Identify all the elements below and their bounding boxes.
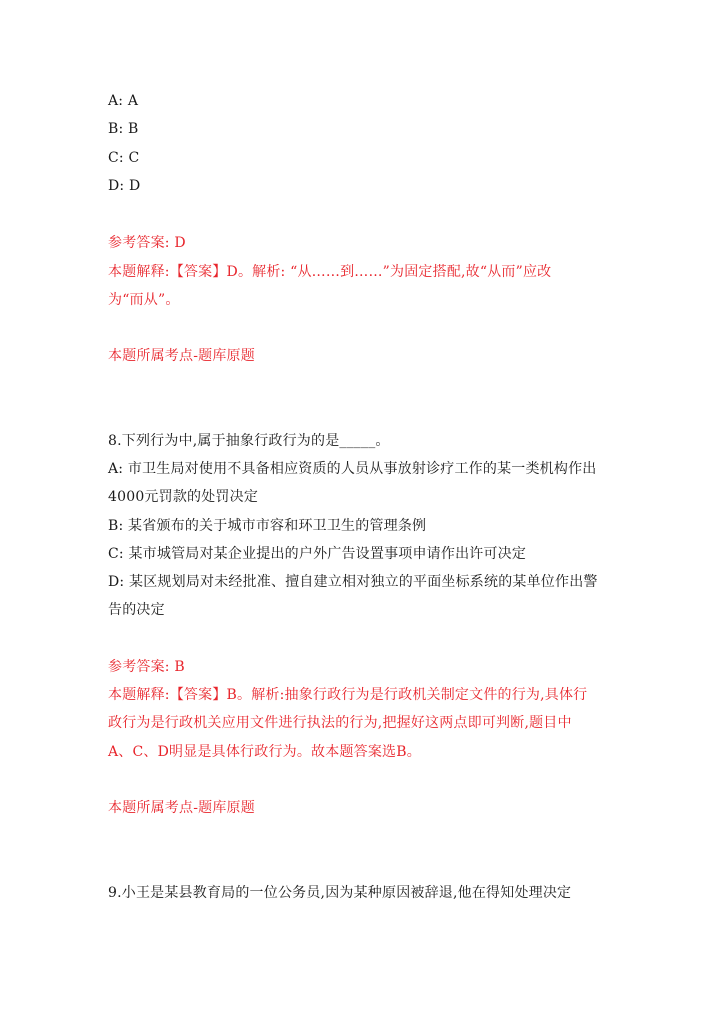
q7-option-d: D: D [108,178,141,194]
q8-question: 8.下列行为中,属于抽象行政行为的是_____。 [108,433,390,449]
q8-option-d-cont: 告的决定 [108,602,165,618]
q8-answer: 参考答案: B [108,659,185,675]
q8-explanation-line-3: A、C、D明显是具体行政行为。故本题答案选B。 [108,744,421,760]
q8-option-b: B: 某省颁布的关于城市市容和环卫卫生的管理条例 [108,518,427,534]
q7-explanation-line-2: 为“而从”。 [108,292,180,308]
q8-option-c: C: 某市城管局对某企业提出的户外广告设置事项申请作出许可决定 [108,546,527,562]
q7-answer: 参考答案: D [108,235,186,251]
q8-explanation-line-2: 政行为是行政机关应用文件进行执法的行为,把握好这两点即可判断,题目中 [108,715,572,731]
q7-explanation-line-1: 本题解释:【答案】D。解析: “从……到……”为固定搭配,故“从而”应改 [108,264,552,280]
q8-option-d: D: 某区规划局对未经批准、擅自建立相对独立的平面坐标系统的某单位作出警 [108,574,598,590]
q8-explanation-line-1: 本题解释:【答案】B。解析:抽象行政行为是行政机关制定文件的行为,具体行 [108,687,588,703]
q9-question: 9.小王是某县教育局的一位公务员,因为某种原因被辞退,他在得知处理决定 [108,885,572,901]
q8-option-a: A: 市卫生局对使用不具备相应资质的人员从事放射诊疗工作的某一类机构作出 [108,461,597,477]
q7-option-b: B: B [108,121,139,137]
q7-option-a: A: A [108,93,139,109]
q8-option-a-cont: 4000元罚款的处罚决定 [108,489,259,505]
q8-source: 本题所属考点-题库原题 [108,800,255,816]
q7-option-c: C: C [108,150,140,166]
q7-source: 本题所属考点-题库原题 [108,348,255,364]
